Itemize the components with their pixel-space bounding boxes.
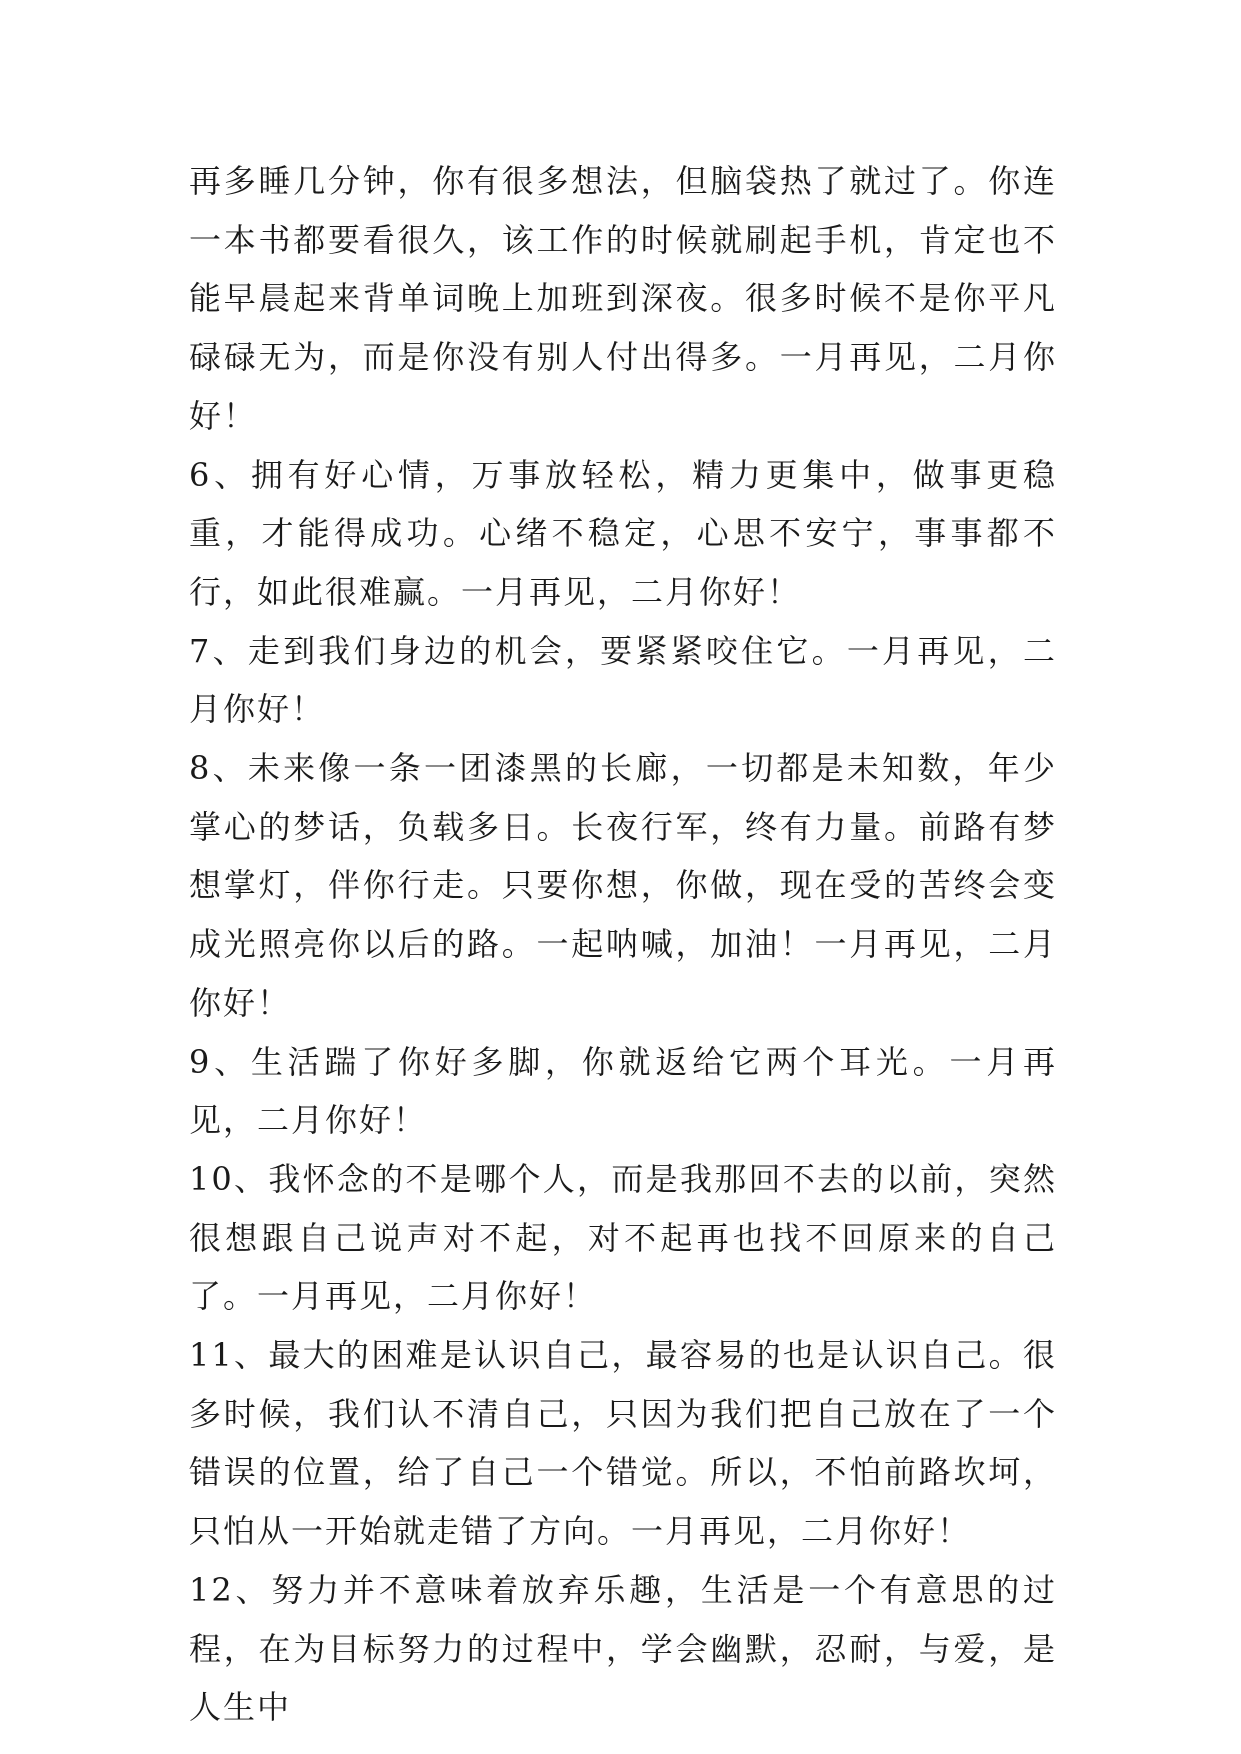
paragraph-item-10: 10、我怀念的不是哪个人，而是我那回不去的以前，突然很想跟自己说声对不起，对不起再也找不回原来的自己了。一月再见，二月你好！: [189, 1159, 1057, 1316]
paragraph-item-8: 8、未来像一条一团漆黑的长廊，一切都是未知数，年少掌心的梦话，负载多日。长夜行军，终有力量。前路有梦想掌灯，伴你行走。只要你想，你做，现在受的苦终会变成光照亮你以后的路。一起呐喊，加油！一月再见，二月你好！: [189, 749, 1057, 1022]
paragraph-item-12: 12、努力并不意味着放弃乐趣，生活是一个有意思的过程，在为目标努力的过程中，学会幽默，忍耐，与爱，是人生中: [189, 1570, 1057, 1727]
paragraph-item-11: 11、最大的困难是认识自己，最容易的也是认识自己。很多时候，我们认不清自己，只因为我们把自己放在了一个错误的位置，给了自己一个错觉。所以，不怕前路坎坷，只怕从一开始就走错了方向。一月再见，二月你好！: [189, 1336, 1057, 1551]
document-body: [189, 152, 1057, 1737]
paragraph-item-9: 9、生活踹了你好多脚，你就返给它两个耳光。一月再见，二月你好！: [189, 1042, 1057, 1140]
paragraph-item-7: 7、走到我们身边的机会，要紧紧咬住它。一月再见，二月你好！: [189, 631, 1057, 729]
paragraph-continued: 再多睡几分钟，你有很多想法，但脑袋热了就过了。你连一本书都要看很久，该工作的时候就刷起手机，肯定也不能早晨起来背单词晚上加班到深夜。很多时候不是你平凡碌碌无为，而是你没有别人付出得多。一月再见，二月你好！: [189, 162, 1057, 435]
paragraph-item-6: 6、拥有好心情，万事放轻松，精力更集中，做事更稳重，才能得成功。心绪不稳定，心思不安宁，事事都不行，如此很难赢。一月再见，二月你好！: [189, 455, 1057, 611]
